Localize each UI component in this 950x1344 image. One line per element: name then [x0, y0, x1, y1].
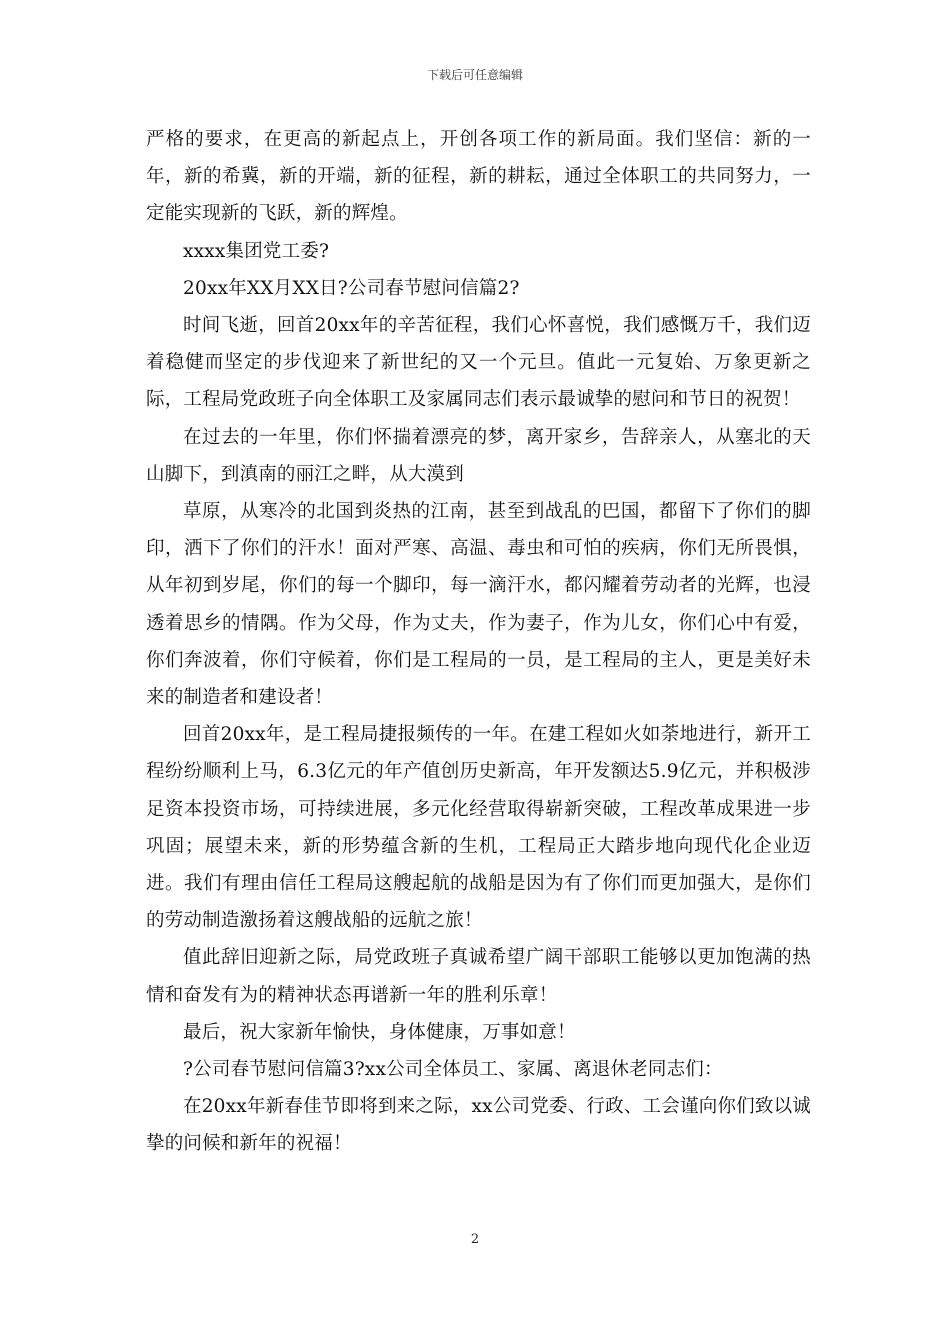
paragraph-11: 在20xx年新春佳节即将到来之际，xx公司党委、行政、工会谨向你们致以诚挚的问候和新年的祝福！ [146, 1096, 811, 1155]
paragraph-8: 值此辞旧迎新之际，局党政班子真诚希望广阔干部职工能够以更加饱满的热情和奋发有为的精神状态再谱新一年的胜利乐章！ [146, 947, 811, 1006]
paragraph-9: 最后，祝大家新年愉快，身体健康，万事如意！ [183, 1021, 576, 1043]
paragraph-1: 严格的要求，在更高的新起点上，开创各项工作的新局面。我们坚信：新的一年，新的希冀，新的开端，新的征程，新的耕耘，通过全体职工的共同努力，一定能实现新的飞跃，新的辉煌。 [146, 129, 811, 225]
paragraph-6: 草原，从寒冷的北国到炎热的江南，甚至到战乱的巴国，都留下了你们的脚印，洒下了你们的汗水！面对严寒、高温、毒虫和可怕的疾病，你们无所畏惧，从年初到岁尾，你们的每一个脚印，每一滴汗水，都闪耀着劳动者的光辉，也浸透着思乡的情隅。作为父母，作为丈夫，作为妻子，作为儿女，你们心中有爱，你们奔波着，你们守候着，你们是工程局的一员，是工程局的主人，更是美好未来的制造者和建设者！ [146, 501, 811, 709]
document-body [146, 121, 811, 1163]
paragraph-7: 回首20xx年，是工程局捷报频传的一年。在建工程如火如荼地进行，新开工程纷纷顺利上马，6.3亿元的年产值创历史新高，年开发额达5.9亿元，并积极涉足资本投资市场，可持续进展，多元化经营取得崭新突破，工程改革成果进一步巩固；展望未来，新的形势蕴含新的生机，工程局正大踏步地向现代化企业迈进。我们有理由信任工程局这艘起航的战船是因为有了你们而更加强大，是你们的劳动制造激扬着这艘战船的远航之旅！ [146, 724, 811, 932]
page-number: 2 [470, 1232, 480, 1247]
paragraph-section-title-3: ?公司春节慰问信篇3?xx公司全体员工、家属、离退休老同志们： [183, 1059, 723, 1081]
page-header: 下载后可任意编辑 [426, 68, 523, 82]
paragraph-4: 时间飞逝，回首20xx年的辛苦征程，我们心怀喜悦，我们感慨万千，我们迈着稳健而坚定的步伐迎来了新世纪的又一个元旦。值此一元复始、万象更新之际，工程局党政班子向全体职工及家属同志们表示最诚挚的慰问和节日的祝贺！ [146, 315, 811, 411]
paragraph-signature-org: xxxx集团党工委? [183, 240, 330, 262]
paragraph-date-title: 20xx年XX月XX日?公司春节慰问信篇2? [183, 277, 520, 299]
paragraph-5: 在过去的一年里，你们怀揣着漂亮的梦，离开家乡，告辞亲人，从塞北的天山脚下，到滇南的丽江之畔，从大漠到 [146, 426, 811, 485]
